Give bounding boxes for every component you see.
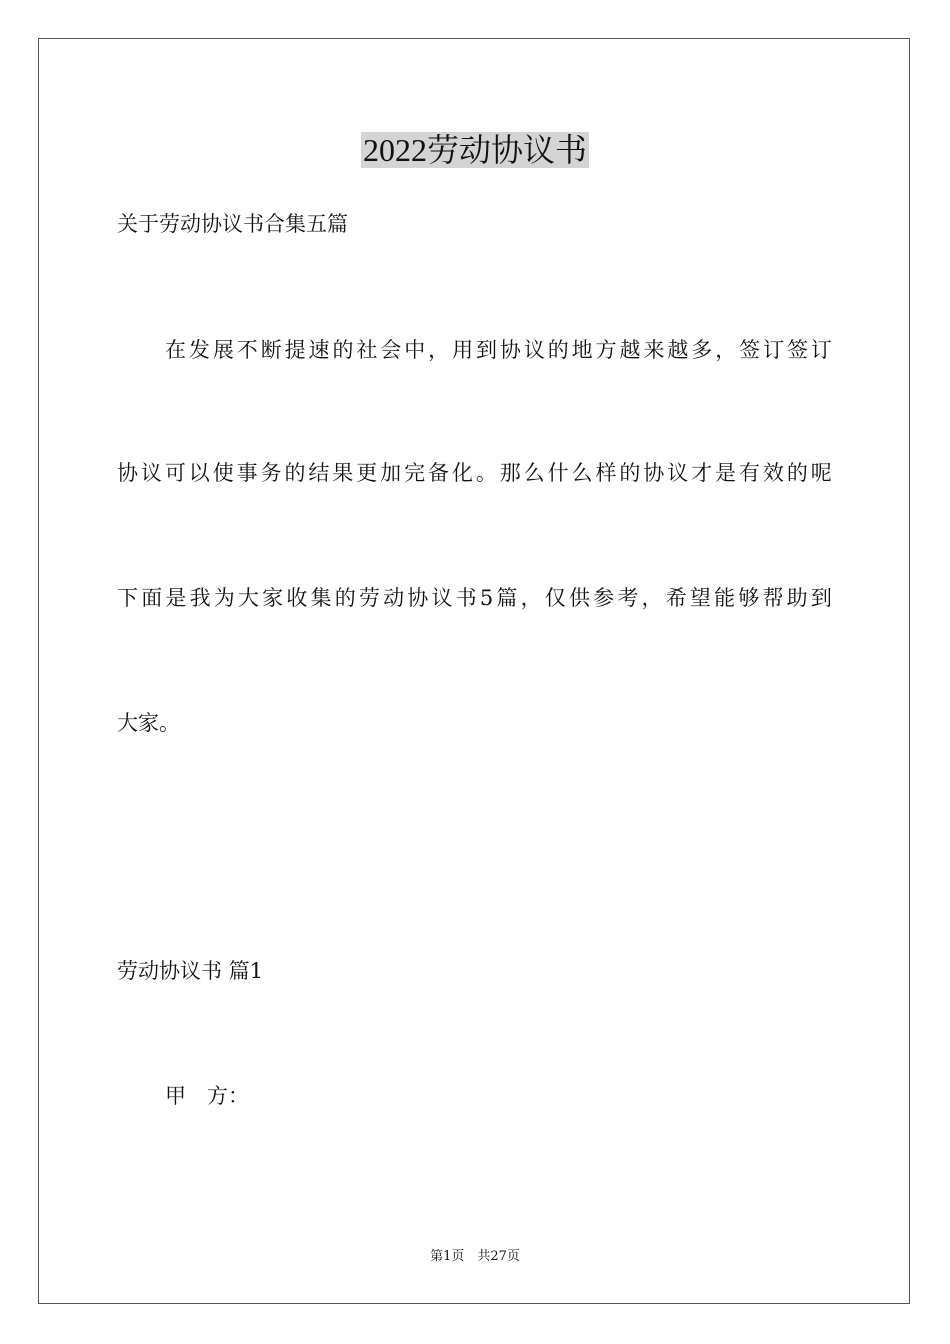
section-heading: 劳动协议书 篇1 — [117, 959, 264, 983]
intro-line-3: 下 面 是 我 为 大 家 收 集 的 劳 动 协 议 书 5 篇 ， 仅 供 参 考 ， 希 望 能 够 帮 助 到 — [117, 586, 832, 610]
intro-line-4: 大家。 — [117, 711, 180, 735]
party-a-label: 甲 方： — [165, 1084, 249, 1108]
intro-line-1: 在 发 展 不 断 提 速 的 社 会 中 ， 用 到 协 议 的 地 方 越 来 越 多 ， 签 订 签 订 — [165, 338, 832, 362]
document-title-text: 2022劳动协议书 — [362, 132, 587, 168]
document-title — [0, 128, 950, 172]
page-number-footer: 第1页 共27页 — [430, 1249, 520, 1264]
intro-line-2: 协 议 可 以 使 事 务 的 结 果 更 加 完 备 化 。 那 么 什 么 样 的 协 议 才 是 有 效 的 呢 — [117, 461, 832, 485]
document-subtitle: 关于劳动协议书合集五篇 — [117, 212, 348, 236]
